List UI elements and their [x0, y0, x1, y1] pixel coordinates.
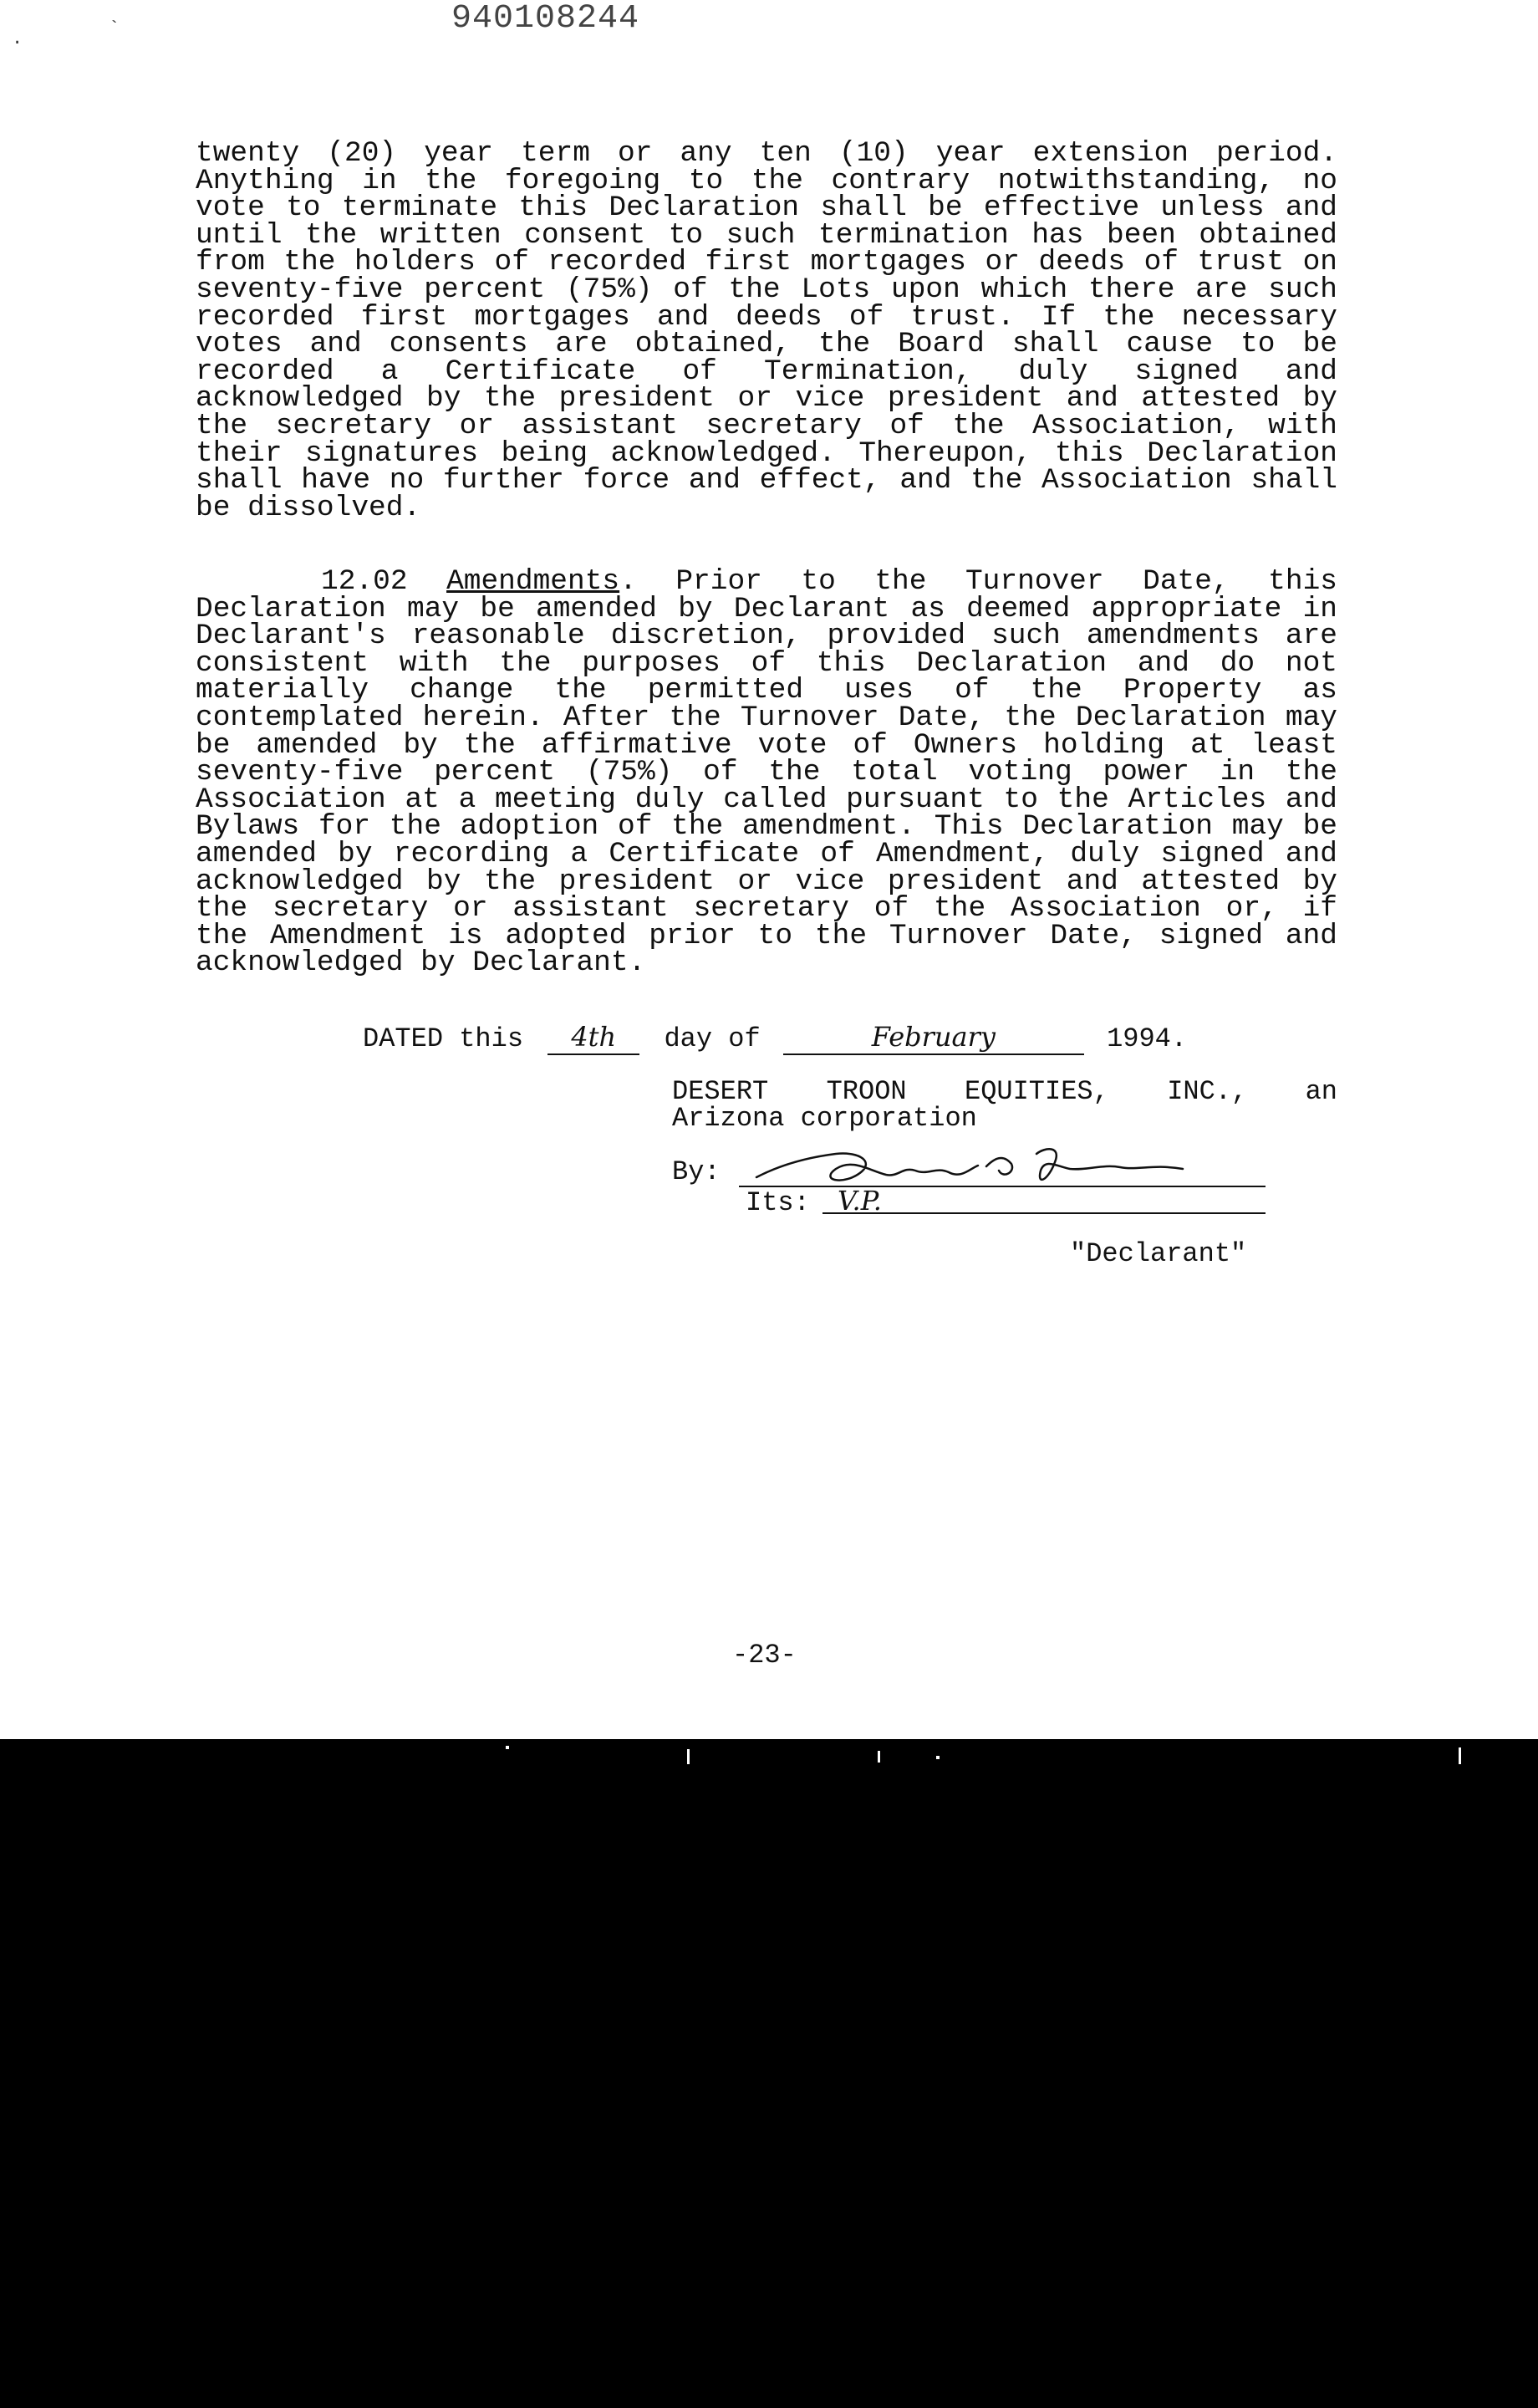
dated-prefix: DATED this	[363, 1023, 524, 1054]
dated-month: February	[783, 1020, 1084, 1055]
page-number: -23-	[732, 1640, 797, 1671]
scan-speck	[687, 1749, 690, 1764]
scan-border	[0, 1739, 1538, 2408]
document-number: 940108244	[451, 0, 640, 38]
scan-speck	[936, 1756, 940, 1759]
declarant-label: "Declarant"	[1070, 1238, 1247, 1269]
termination-paragraph: twenty (20) year term or any ten (10) year extension period. Anything in the foregoing to the contrary notwithstanding, no vote to terminate this Declaration shall be effective unless and until the written consent to such termination has been obtained from the holders of recorded first mortgages or deeds of trust on seventy-five percent (75%) of the Lots upon which there are such recorded first mortgages and deeds of trust. If the necessary votes and consents are obtained, the Board shall cause to be recorded a Certificate of Termination, duly signed and acknowledged by the president or vice president and attested by the secretary or assistant secretary of the Association, with their signatures being acknowledged. Thereupon, this Declaration shall have no further force and effect, and the Association shall be dissolved.	[196, 137, 1337, 524]
scan-speck	[506, 1746, 509, 1749]
scan-speck	[1459, 1747, 1461, 1764]
section-title: Amendments	[446, 565, 620, 598]
scan-speck	[878, 1751, 880, 1763]
dated-year: 1994.	[1107, 1023, 1188, 1054]
amendments-text: . Prior to the Turnover Date, this Declaration may be amended by Declarant as deemed appropriate in Declarant's reasonable discretion, provided such amendments are consistent with the purposes of this Declaration and do not materially change the permitted uses of the Property as contemplated herein. After the Turnover Date, the Declaration may be amended by the affirmative vote of Owners holding at least seventy-five percent (75%) of the total voting power in the Association at a meeting duly called pursuant to the Articles and Bylaws for the adoption of the amendment. This Declaration may be amended by recording a Certificate of Amendment, duly signed and acknowledged by the president or vice president and attested by the secretary or assistant secretary of the Association or, if the Amendment is adopted prior to the Turnover Date, signed and acknowledged by Declarant.	[196, 565, 1337, 980]
by-label: By:	[672, 1156, 721, 1187]
company-type: Arizona corporation	[672, 1103, 977, 1134]
scan-mark: `	[109, 18, 120, 39]
title-line	[822, 1212, 1266, 1214]
company-name: DESERT TROON EQUITIES, INC., an	[672, 1076, 1337, 1107]
scan-mark: .	[12, 28, 23, 49]
its-label: Its:	[746, 1187, 810, 1218]
section-number: 12.02	[321, 565, 408, 598]
dated-day: 4th	[547, 1020, 639, 1055]
dated-middle: day of	[664, 1023, 761, 1054]
signer-title: V.P.	[838, 1185, 882, 1217]
